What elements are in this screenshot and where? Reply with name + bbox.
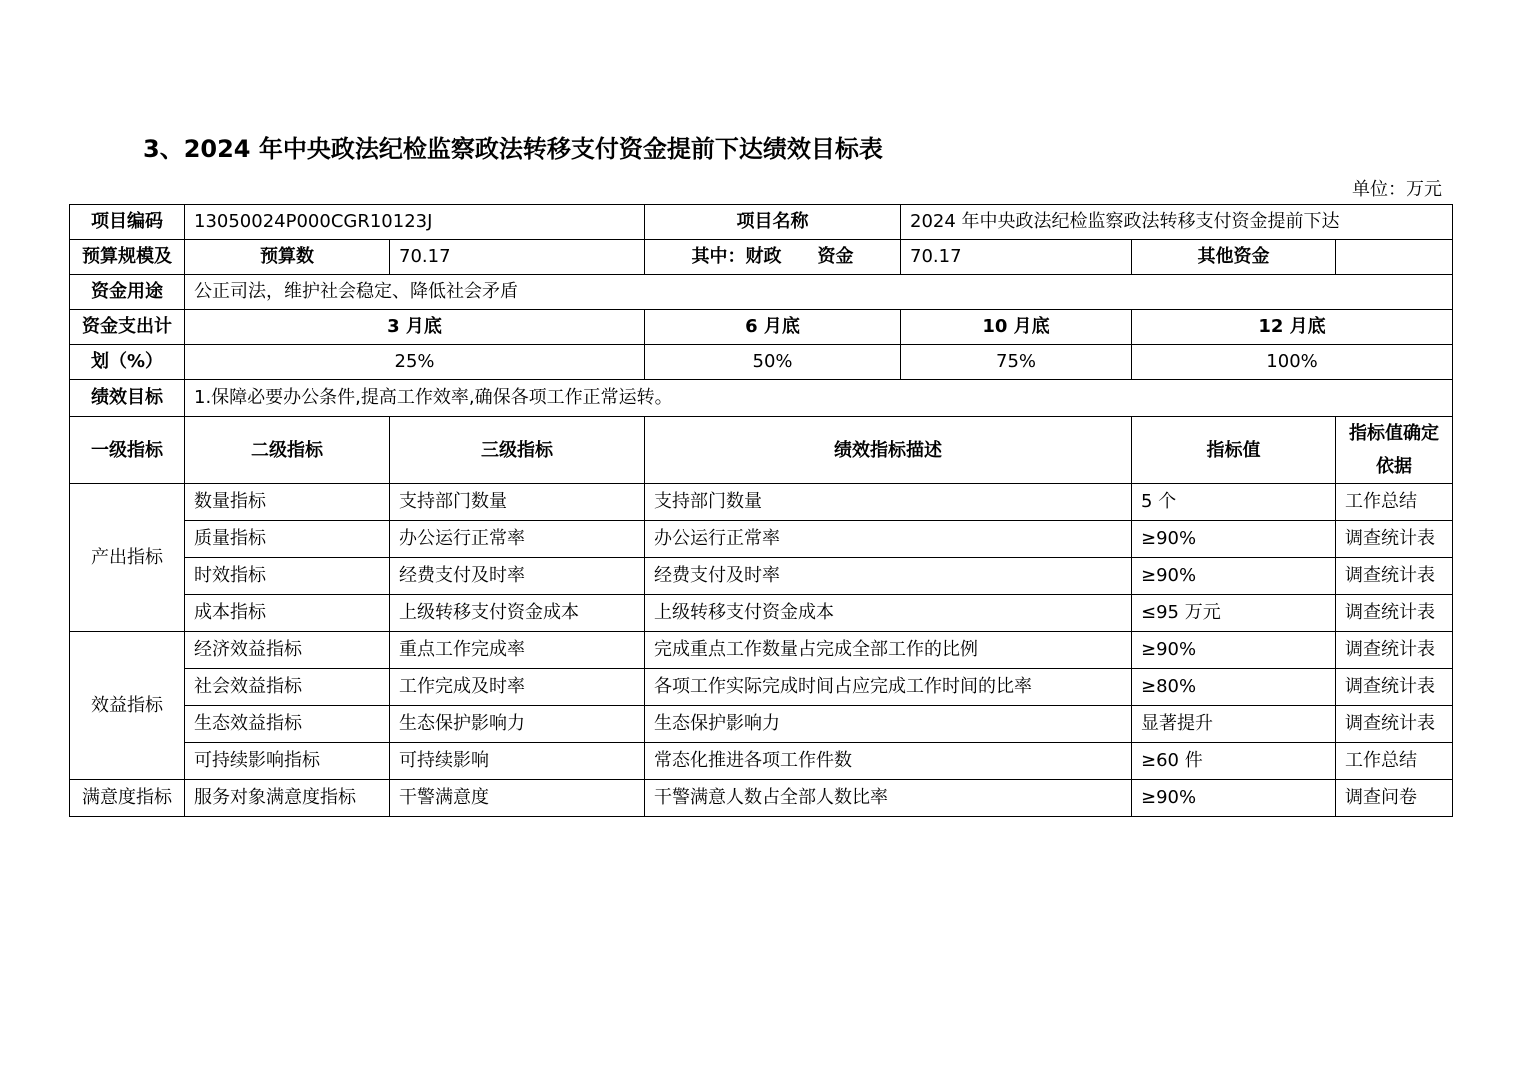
other-fund-label: 其他资金	[1132, 240, 1336, 275]
indicator-row	[70, 743, 1453, 780]
desc-cell: 常态化推进各项工作件数	[645, 743, 1132, 780]
header-level1: 一级指标	[70, 417, 185, 484]
level3-cell: 工作完成及时率	[390, 669, 645, 706]
level2-cell: 生态效益指标	[185, 706, 390, 743]
plan-period-2: 6 月底	[645, 310, 901, 345]
indicator-row	[70, 595, 1453, 632]
value-cell: 显著提升	[1132, 706, 1336, 743]
plan-label-line2: 划（%）	[70, 345, 185, 380]
level2-cell: 服务对象满意度指标	[185, 780, 390, 817]
indicator-row	[70, 669, 1453, 706]
level2-cell: 经济效益指标	[185, 632, 390, 669]
performance-target-table	[69, 204, 1453, 817]
unit-label: 单位：万元	[1352, 179, 1442, 200]
project-row	[70, 205, 1453, 240]
budget-label-line1: 预算规模及	[70, 240, 185, 275]
level2-cell: 社会效益指标	[185, 669, 390, 706]
plan-value-4: 100%	[1132, 345, 1453, 380]
value-cell: 5 个	[1132, 484, 1336, 521]
header-basis-line2: 依据	[1376, 456, 1413, 477]
level3-cell: 干警满意度	[390, 780, 645, 817]
desc-cell: 各项工作实际完成时间占应完成工作时间的比率	[645, 669, 1132, 706]
fund-usage-text: 公正司法，维护社会稳定、降低社会矛盾	[185, 275, 1453, 310]
basis-cell: 工作总结	[1336, 484, 1453, 521]
indicator-row	[70, 780, 1453, 817]
indicator-row	[70, 521, 1453, 558]
level2-cell: 成本指标	[185, 595, 390, 632]
plan-period-3: 10 月底	[901, 310, 1132, 345]
project-code-value: 13050024P000CGR10123J	[185, 205, 645, 240]
basis-cell: 调查统计表	[1336, 595, 1453, 632]
level3-cell: 支持部门数量	[390, 484, 645, 521]
plan-value-1: 25%	[185, 345, 645, 380]
basis-cell: 调查统计表	[1336, 521, 1453, 558]
header-basis	[1336, 417, 1453, 484]
budget-amount-label: 预算数	[185, 240, 390, 275]
value-cell: ≤95 万元	[1132, 595, 1336, 632]
desc-cell: 上级转移支付资金成本	[645, 595, 1132, 632]
desc-cell: 支持部门数量	[645, 484, 1132, 521]
indicator-header-row	[70, 417, 1453, 484]
level3-cell: 重点工作完成率	[390, 632, 645, 669]
level3-cell: 办公运行正常率	[390, 521, 645, 558]
page-title: 3、2024 年中央政法纪检监察政法转移支付资金提前下达绩效目标表	[143, 135, 883, 163]
basis-cell: 调查统计表	[1336, 669, 1453, 706]
plan-period-4: 12 月底	[1132, 310, 1453, 345]
other-fund-value	[1336, 240, 1453, 275]
indicator-row	[70, 558, 1453, 595]
project-code-label: 项目编码	[70, 205, 185, 240]
basis-cell: 调查统计表	[1336, 558, 1453, 595]
plan-value-2: 50%	[645, 345, 901, 380]
header-level3: 三级指标	[390, 417, 645, 484]
fiscal-fund-value: 70.17	[901, 240, 1132, 275]
desc-cell: 经费支付及时率	[645, 558, 1132, 595]
budget-amount-value: 70.17	[390, 240, 645, 275]
value-cell: ≥80%	[1132, 669, 1336, 706]
value-cell: ≥90%	[1132, 558, 1336, 595]
level3-cell: 可持续影响	[390, 743, 645, 780]
project-name-label: 项目名称	[645, 205, 901, 240]
desc-cell: 干警满意人数占全部人数比率	[645, 780, 1132, 817]
header-level2: 二级指标	[185, 417, 390, 484]
header-desc: 绩效指标描述	[645, 417, 1132, 484]
basis-cell: 工作总结	[1336, 743, 1453, 780]
level2-cell: 时效指标	[185, 558, 390, 595]
level2-cell: 可持续影响指标	[185, 743, 390, 780]
indicator-row	[70, 706, 1453, 743]
goal-label: 绩效目标	[70, 380, 185, 417]
fiscal-fund-label: 其中：财政 资金	[645, 240, 901, 275]
plan-period-1: 3 月底	[185, 310, 645, 345]
basis-cell: 调查统计表	[1336, 706, 1453, 743]
indicator-row	[70, 632, 1453, 669]
level3-cell: 经费支付及时率	[390, 558, 645, 595]
value-cell: ≥60 件	[1132, 743, 1336, 780]
indicator-row	[70, 484, 1453, 521]
level2-cell: 质量指标	[185, 521, 390, 558]
header-value: 指标值	[1132, 417, 1336, 484]
basis-cell: 调查问卷	[1336, 780, 1453, 817]
basis-cell: 调查统计表	[1336, 632, 1453, 669]
level1-output: 产出指标	[70, 484, 185, 632]
usage-row	[70, 275, 1453, 310]
level1-benefit: 效益指标	[70, 632, 185, 780]
plan-value-3: 75%	[901, 345, 1132, 380]
plan-period-row	[70, 310, 1453, 345]
plan-value-row	[70, 345, 1453, 380]
level1-satisfaction: 满意度指标	[70, 780, 185, 817]
header-basis-line1: 指标值确定	[1349, 423, 1440, 444]
goal-row	[70, 380, 1453, 417]
project-name-value: 2024 年中央政法纪检监察政法转移支付资金提前下达	[901, 205, 1453, 240]
budget-label-line2: 资金用途	[70, 275, 185, 310]
value-cell: ≥90%	[1132, 780, 1336, 817]
level2-cell: 数量指标	[185, 484, 390, 521]
value-cell: ≥90%	[1132, 521, 1336, 558]
level3-cell: 生态保护影响力	[390, 706, 645, 743]
plan-label-line1: 资金支出计	[70, 310, 185, 345]
level3-cell: 上级转移支付资金成本	[390, 595, 645, 632]
desc-cell: 完成重点工作数量占完成全部工作的比例	[645, 632, 1132, 669]
desc-cell: 生态保护影响力	[645, 706, 1132, 743]
goal-text: 1.保障必要办公条件,提高工作效率,确保各项工作正常运转。	[185, 380, 1453, 417]
budget-row	[70, 240, 1453, 275]
desc-cell: 办公运行正常率	[645, 521, 1132, 558]
value-cell: ≥90%	[1132, 632, 1336, 669]
